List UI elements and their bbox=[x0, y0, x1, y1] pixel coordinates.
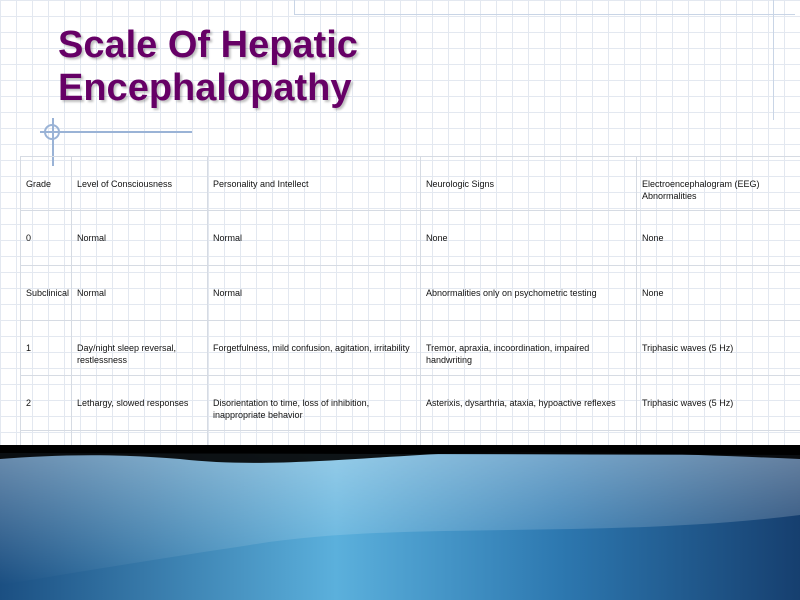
decorative-wave-band bbox=[0, 445, 800, 600]
header-cell-eeg: Electroencephalogram (EEG) Abnormalities bbox=[637, 157, 800, 211]
cell-grade: 1 bbox=[21, 321, 72, 376]
slide-title-line-1: Scale Of Hepatic bbox=[58, 24, 358, 66]
header-cell-personality: Personality and Intellect bbox=[208, 157, 421, 211]
cell-grade: 2 bbox=[21, 376, 72, 431]
cell-personality: Forgetfulness, mild confusion, agitation, irritability bbox=[208, 321, 421, 376]
cell-consciousness: Normal bbox=[72, 266, 208, 321]
cell-personality: Normal bbox=[208, 266, 421, 321]
cell-neurologic: None bbox=[421, 211, 637, 266]
header-cell-neurologic: Neurologic Signs bbox=[421, 157, 637, 211]
slide-title bbox=[58, 24, 478, 110]
table-header-row bbox=[21, 157, 800, 211]
table-row bbox=[21, 321, 800, 376]
header-cell-grade: Grade bbox=[21, 157, 72, 211]
cell-eeg: None bbox=[637, 211, 800, 266]
header-cell-consciousness: Level of Consciousness bbox=[72, 157, 208, 211]
cell-eeg: Triphasic waves (5 Hz) bbox=[637, 376, 800, 431]
cell-grade: Subclinical bbox=[21, 266, 72, 321]
cell-consciousness: Normal bbox=[72, 211, 208, 266]
cell-eeg: None bbox=[637, 266, 800, 321]
cell-personality: Disorientation to time, loss of inhibition, inappropriate behavior bbox=[208, 376, 421, 431]
cell-eeg: Triphasic waves (5 Hz) bbox=[637, 321, 800, 376]
table-row bbox=[21, 376, 800, 431]
decorative-frame-right bbox=[773, 0, 774, 120]
table-row bbox=[21, 266, 800, 321]
table-row bbox=[21, 211, 800, 266]
decorative-underline bbox=[40, 131, 192, 133]
slide-title-line-2: Encephalopathy bbox=[58, 67, 352, 109]
decorative-frame-top bbox=[294, 0, 795, 15]
cell-neurologic: Asterixis, dysarthria, ataxia, hypoactive reflexes bbox=[421, 376, 637, 431]
cell-grade: 0 bbox=[21, 211, 72, 266]
cell-neurologic: Tremor, apraxia, incoordination, impaired handwriting bbox=[421, 321, 637, 376]
cell-neurologic: Abnormalities only on psychometric testing bbox=[421, 266, 637, 321]
decorative-ring-icon bbox=[44, 124, 60, 140]
cell-personality: Normal bbox=[208, 211, 421, 266]
cell-consciousness: Day/night sleep reversal, restlessness bbox=[72, 321, 208, 376]
cell-consciousness: Lethargy, slowed responses bbox=[72, 376, 208, 431]
